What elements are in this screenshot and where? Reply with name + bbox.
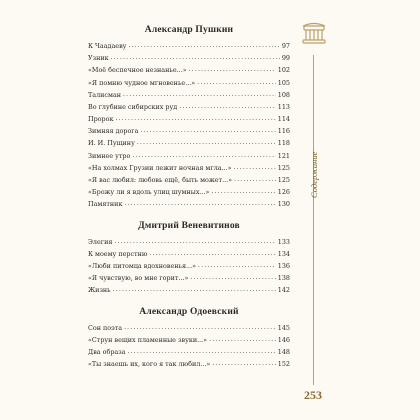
entry-title: Зимняя дорога — [88, 127, 139, 136]
entry-page-number: 142 — [277, 286, 290, 295]
dot-leader — [124, 198, 275, 210]
entry-title: Зимнее утро — [88, 151, 131, 160]
dot-leader — [128, 346, 276, 358]
entry-page-number: 113 — [277, 102, 290, 111]
toc-section — [88, 306, 290, 371]
dot-leader — [190, 272, 275, 284]
entry-page-number: 125 — [277, 176, 290, 185]
entry-title: Пророк — [88, 115, 114, 124]
vertical-divider — [313, 55, 314, 385]
toc-entry[interactable] — [88, 162, 290, 174]
dot-leader — [209, 334, 276, 346]
dot-leader — [113, 284, 276, 296]
entry-title: «Я чувствую, во мне горит...» — [88, 274, 189, 283]
toc-entry[interactable] — [88, 150, 290, 162]
dot-leader — [211, 186, 275, 198]
entry-title: Сон поэта — [88, 323, 123, 332]
entry-title: «Я вас любил: любовь ещё, быть может...» — [88, 176, 233, 185]
toc-entry[interactable] — [88, 138, 290, 150]
toc-entry[interactable] — [88, 272, 290, 284]
entry-page-number: 99 — [281, 54, 290, 63]
entry-page-number: 118 — [277, 139, 290, 148]
entry-title: Жизнь — [88, 286, 111, 295]
dot-leader — [234, 174, 276, 186]
entry-title: «Струн вещих пламенные звуки...» — [88, 335, 208, 344]
toc-entry[interactable] — [88, 334, 290, 346]
entry-page-number: 126 — [277, 188, 290, 197]
entry-page-number: 146 — [277, 335, 290, 344]
entry-title: «Я помню чудное мгновенье...» — [88, 78, 196, 87]
entry-title: «Люби питомца вдохновенья...» — [88, 261, 197, 270]
entry-page-number: 130 — [277, 200, 290, 209]
dot-leader — [149, 248, 275, 260]
entry-title: «Ты знаешь их, кого я так любил...» — [88, 360, 211, 369]
toc-entry[interactable] — [88, 358, 290, 370]
dot-leader — [140, 125, 275, 137]
entry-page-number: 121 — [277, 151, 290, 160]
entry-title: К Чаадаеву — [88, 41, 127, 50]
entry-title: К моему перстню — [88, 249, 148, 258]
entry-title: Памятник — [88, 200, 123, 209]
toc-entry[interactable] — [88, 236, 290, 248]
entry-page-number: 148 — [277, 347, 290, 356]
entry-page-number: 97 — [281, 41, 290, 50]
entry-page-number: 138 — [277, 274, 290, 283]
entry-page-number: 108 — [277, 90, 290, 99]
entry-page-number: 114 — [277, 115, 290, 124]
dot-leader — [111, 52, 280, 64]
dot-leader — [212, 358, 275, 370]
entry-page-number: 152 — [277, 360, 290, 369]
entry-title: Талисман — [88, 90, 122, 99]
toc-entry[interactable] — [88, 52, 290, 64]
dot-leader — [123, 89, 276, 101]
dot-leader — [234, 162, 276, 174]
entry-page-number: 145 — [277, 323, 290, 332]
toc-section — [88, 24, 290, 211]
ornament-icon — [299, 20, 329, 50]
toc-entry[interactable] — [88, 89, 290, 101]
entry-title: «На холмах Грузии лежит ночная мгла...» — [88, 163, 232, 172]
toc-entry[interactable] — [88, 186, 290, 198]
dot-leader — [179, 101, 276, 113]
toc-entry[interactable] — [88, 125, 290, 137]
dot-leader — [198, 260, 276, 272]
toc-entry[interactable] — [88, 64, 290, 76]
contents-label: Содержание — [309, 151, 319, 199]
dot-leader — [132, 150, 275, 162]
toc-entry[interactable] — [88, 77, 290, 89]
toc-entry[interactable] — [88, 198, 290, 210]
entry-page-number: 136 — [277, 261, 290, 270]
toc-entry[interactable] — [88, 260, 290, 272]
toc-entry[interactable] — [88, 101, 290, 113]
entry-page-number: 116 — [277, 127, 290, 136]
entry-title: И. И. Пущину — [88, 139, 135, 148]
entry-title: Во глубине сибирских руд — [88, 102, 178, 111]
entry-page-number: 134 — [277, 249, 290, 258]
toc-entry[interactable] — [88, 346, 290, 358]
dot-leader — [124, 322, 276, 334]
entry-title: Два образа — [88, 347, 126, 356]
dot-leader — [114, 236, 275, 248]
toc-entry[interactable] — [88, 40, 290, 52]
toc-section — [88, 220, 290, 297]
toc-entry[interactable] — [88, 174, 290, 186]
dot-leader — [137, 138, 276, 150]
dot-leader — [115, 113, 275, 125]
entry-page-number: 105 — [277, 78, 290, 87]
dot-leader — [128, 40, 279, 52]
entry-page-number: 102 — [277, 66, 290, 75]
entry-title: «Моё беспечное незнанье...» — [88, 66, 187, 75]
table-of-contents — [88, 24, 290, 379]
entry-page-number: 133 — [277, 237, 290, 246]
author-heading: Дмитрий Веневитинов — [138, 220, 240, 231]
dot-leader — [197, 77, 276, 89]
author-heading: Александр Одоевский — [139, 306, 239, 317]
dot-leader — [189, 64, 276, 76]
entry-title: «Брожу ли я вдоль улиц шумных...» — [88, 188, 210, 197]
author-heading: Александр Пушкин — [144, 25, 234, 35]
entry-title: Узник — [88, 54, 109, 63]
toc-entry[interactable] — [88, 248, 290, 260]
toc-entry[interactable] — [88, 113, 290, 125]
toc-entry[interactable] — [88, 284, 290, 296]
entry-page-number: 125 — [277, 163, 290, 172]
entry-title: Элегия — [88, 237, 113, 246]
page-number: 253 — [304, 388, 322, 402]
toc-entry[interactable] — [88, 322, 290, 334]
